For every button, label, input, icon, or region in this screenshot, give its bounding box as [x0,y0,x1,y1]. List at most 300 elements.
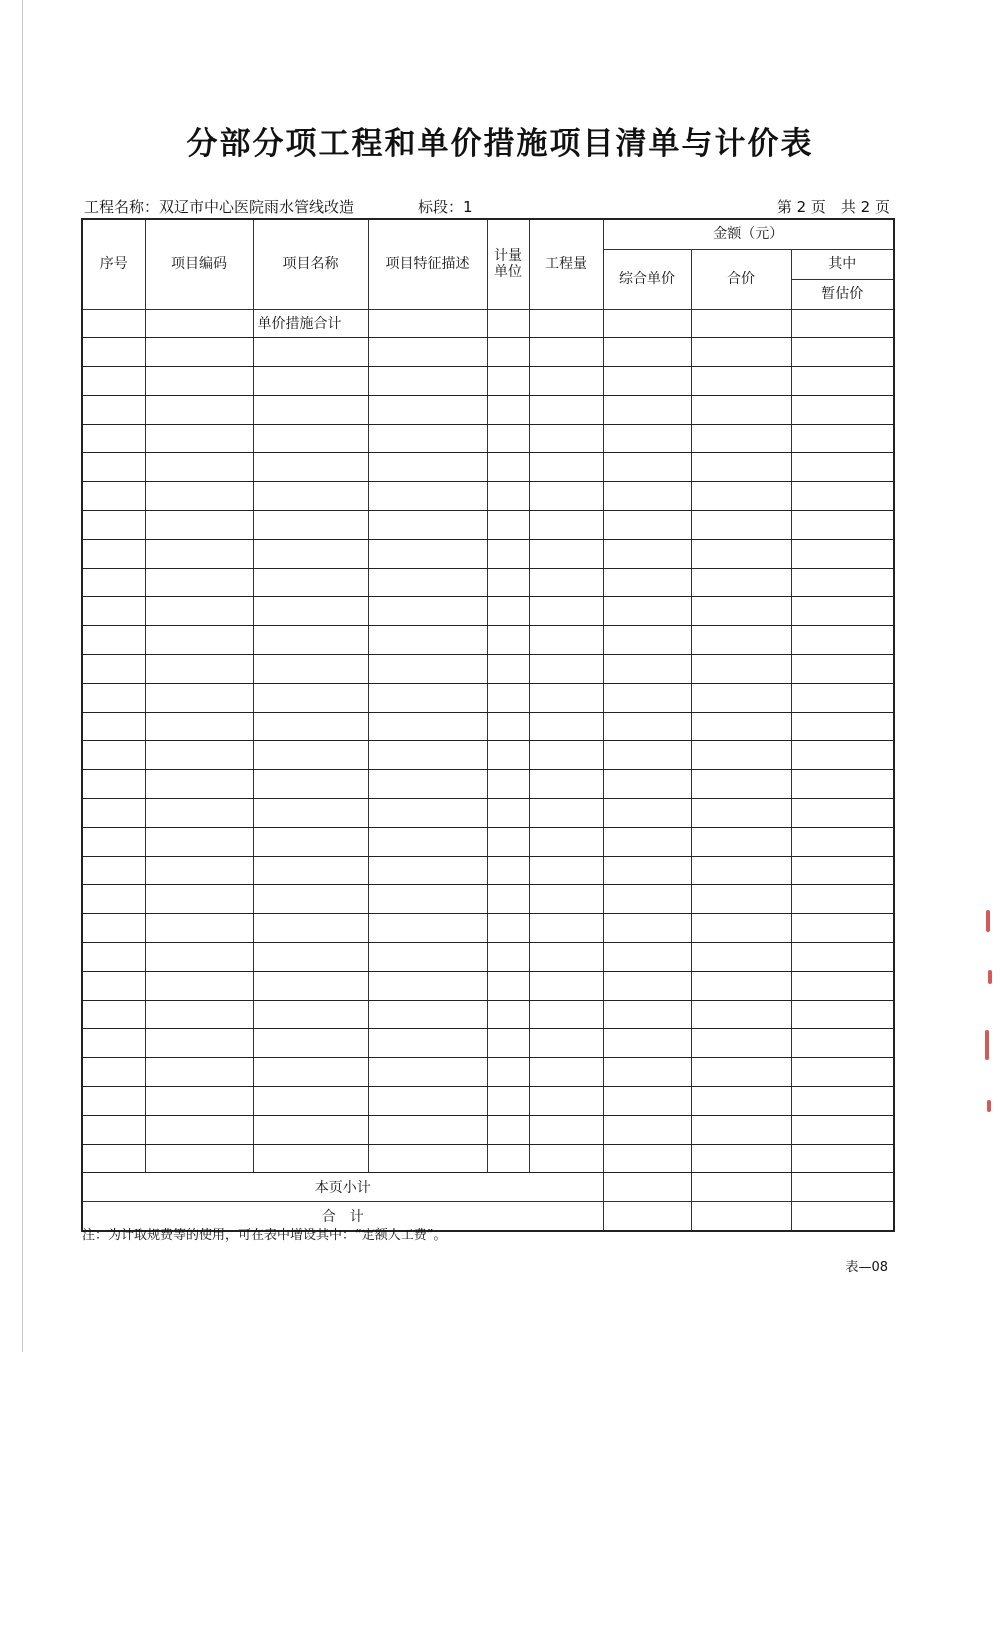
cell-unit [487,597,529,626]
cell-name [253,770,368,799]
cell-unit-price [603,338,691,367]
cell-qty [529,655,603,684]
cell-provisional [791,971,894,1000]
header-unit-price: 综合单价 [603,249,691,309]
cell-desc [368,799,487,828]
cell-code [145,683,253,712]
table-row [82,482,894,511]
cell-unit [487,741,529,770]
page-number: 第 2 页 共 2 页 [776,198,890,216]
total-label: 合 计 [82,1202,603,1231]
cell-code [145,1115,253,1144]
cell-desc [368,539,487,568]
table-row [82,799,894,828]
cell-name [253,712,368,741]
cell-qty [529,597,603,626]
cell-unit [487,482,529,511]
cell-seq [82,683,145,712]
cell-total [691,943,791,972]
cell-code [145,943,253,972]
cell-qty [529,1058,603,1087]
cell-unit-price [603,1115,691,1144]
cell-seq [82,799,145,828]
cell-total [691,1058,791,1087]
cell-code [145,1029,253,1058]
cell-total [691,338,791,367]
cell-total [691,511,791,540]
cell-provisional [791,914,894,943]
table-row [82,1029,894,1058]
table-row [82,1115,894,1144]
total-provisional [791,1202,894,1231]
cell-name [253,1000,368,1029]
cell-code [145,1144,253,1173]
cell-seq [82,626,145,655]
cell-desc [368,1000,487,1029]
header-provisional: 暂估价 [791,279,894,309]
cell-seq [82,741,145,770]
cell-qty [529,1087,603,1116]
cell-unit [487,914,529,943]
cell-name [253,1087,368,1116]
cell-name [253,482,368,511]
cell-provisional [791,309,894,338]
cell-seq [82,943,145,972]
cell-unit-price [603,482,691,511]
header-desc: 项目特征描述 [368,219,487,309]
table-row [82,885,894,914]
cell-unit [487,655,529,684]
cell-seq [82,655,145,684]
table-row [82,856,894,885]
cell-desc [368,943,487,972]
cell-total [691,568,791,597]
cell-seq [82,827,145,856]
cell-desc [368,511,487,540]
cell-name [253,655,368,684]
cell-qty [529,1144,603,1173]
cell-qty [529,971,603,1000]
cell-desc [368,338,487,367]
cell-desc [368,367,487,396]
cell-unit [487,799,529,828]
cell-unit [487,367,529,396]
cell-seq [82,1115,145,1144]
cell-qty [529,827,603,856]
cell-total [691,770,791,799]
cell-desc [368,395,487,424]
cell-code [145,338,253,367]
cell-provisional [791,511,894,540]
cell-seq [82,971,145,1000]
cell-unit-price [603,1029,691,1058]
cell-desc [368,971,487,1000]
cell-seq [82,1029,145,1058]
cell-unit [487,971,529,1000]
cell-provisional [791,827,894,856]
cell-name [253,1058,368,1087]
cell-desc [368,482,487,511]
cell-name [253,424,368,453]
cell-unit [487,395,529,424]
cell-qty [529,424,603,453]
cell-qty [529,453,603,482]
cell-unit-price [603,683,691,712]
cell-unit [487,309,529,338]
cell-desc [368,914,487,943]
table-row [82,568,894,597]
cell-name [253,885,368,914]
table-row [82,338,894,367]
cell-name [253,597,368,626]
subtotal-total [691,1173,791,1202]
cell-unit-price [603,712,691,741]
cell-provisional [791,943,894,972]
cell-unit-price [603,539,691,568]
cell-code [145,626,253,655]
cell-seq [82,1144,145,1173]
cell-name [253,799,368,828]
table-row [82,1087,894,1116]
cell-name: 单价措施合计 [253,309,368,338]
cell-qty [529,568,603,597]
cell-desc [368,1115,487,1144]
cell-seq [82,1000,145,1029]
table-row [82,309,894,338]
cell-qty [529,1029,603,1058]
cell-desc [368,309,487,338]
table-row [82,453,894,482]
cell-unit [487,827,529,856]
cell-unit [487,338,529,367]
project-name: 工程名称：双辽市中心医院雨水管线改造 [84,198,355,216]
table-row [82,1144,894,1173]
total-total [691,1202,791,1231]
cell-total [691,1029,791,1058]
cell-unit-price [603,568,691,597]
cell-desc [368,885,487,914]
cell-unit-price [603,626,691,655]
cell-name [253,914,368,943]
table-row [82,770,894,799]
subtotal-label: 本页小计 [82,1173,603,1202]
cell-code [145,655,253,684]
cell-total [691,741,791,770]
cell-seq [82,482,145,511]
cell-name [253,395,368,424]
table-row [82,424,894,453]
cell-provisional [791,482,894,511]
cell-provisional [791,856,894,885]
cell-qty [529,770,603,799]
cell-qty [529,395,603,424]
cell-total [691,712,791,741]
cell-unit-price [603,395,691,424]
cell-desc [368,856,487,885]
cell-unit [487,1029,529,1058]
cell-unit [487,626,529,655]
cell-unit-price [603,655,691,684]
header-amount: 金额（元） [603,219,894,249]
cell-unit [487,885,529,914]
cell-seq [82,338,145,367]
cell-total [691,856,791,885]
cell-qty [529,626,603,655]
cell-unit-price [603,943,691,972]
cell-provisional [791,1087,894,1116]
cell-name [253,683,368,712]
cell-total [691,626,791,655]
subtotal-provisional [791,1173,894,1202]
header-seq: 序号 [82,219,145,309]
cell-unit [487,1058,529,1087]
cell-seq [82,539,145,568]
cell-code [145,482,253,511]
cell-seq [82,309,145,338]
cell-provisional [791,1029,894,1058]
cell-desc [368,1029,487,1058]
cell-name [253,971,368,1000]
header-name: 项目名称 [253,219,368,309]
cell-total [691,424,791,453]
cell-name [253,511,368,540]
cell-code [145,741,253,770]
cell-qty [529,799,603,828]
cell-name [253,943,368,972]
cell-unit-price [603,367,691,396]
cell-total [691,597,791,626]
cell-code [145,309,253,338]
cell-provisional [791,1000,894,1029]
subtotal-row [82,1173,894,1202]
cell-provisional [791,683,894,712]
cell-desc [368,453,487,482]
cell-unit-price [603,1000,691,1029]
cell-qty [529,511,603,540]
cell-unit [487,770,529,799]
cell-unit-price [603,597,691,626]
cell-unit [487,856,529,885]
cell-seq [82,914,145,943]
cell-unit-price [603,827,691,856]
cell-qty [529,482,603,511]
cell-qty [529,741,603,770]
cell-unit [487,712,529,741]
table-row [82,741,894,770]
scan-edge-line [22,0,23,1352]
cell-total [691,482,791,511]
cell-desc [368,597,487,626]
cell-qty [529,309,603,338]
cell-total [691,683,791,712]
cell-qty [529,1115,603,1144]
cell-provisional [791,338,894,367]
table-row [82,597,894,626]
table-row [82,655,894,684]
header-qty: 工程量 [529,219,603,309]
cell-name [253,1115,368,1144]
cell-code [145,511,253,540]
table-row [82,943,894,972]
cell-code [145,1087,253,1116]
cell-name [253,626,368,655]
cell-unit [487,453,529,482]
footnote: 注：为计取规费等的使用，可在表中增设其中：“定额人工费”。 [82,1228,447,1243]
cell-name [253,741,368,770]
cell-unit [487,683,529,712]
cell-name [253,453,368,482]
pricing-table [81,218,895,1232]
cell-seq [82,1087,145,1116]
table-row [82,367,894,396]
cell-desc [368,683,487,712]
cell-provisional [791,741,894,770]
header-of-which: 其中 [791,249,894,279]
cell-unit [487,1000,529,1029]
cell-unit [487,1087,529,1116]
cell-desc [368,1087,487,1116]
cell-unit-price [603,799,691,828]
cell-unit-price [603,453,691,482]
cell-unit-price [603,1058,691,1087]
cell-name [253,856,368,885]
cell-qty [529,1000,603,1029]
cell-provisional [791,1144,894,1173]
cell-desc [368,741,487,770]
subtotal-unit-price [603,1173,691,1202]
cell-name [253,338,368,367]
cell-total [691,395,791,424]
cell-desc [368,770,487,799]
table-row [82,539,894,568]
cell-provisional [791,885,894,914]
cell-seq [82,1058,145,1087]
cell-unit [487,511,529,540]
cell-unit [487,424,529,453]
cell-desc [368,827,487,856]
table-row [82,511,894,540]
cell-code [145,856,253,885]
header-unit: 计量单位 [487,219,529,309]
cell-total [691,914,791,943]
cell-code [145,568,253,597]
cell-name [253,367,368,396]
cell-unit-price [603,424,691,453]
cell-total [691,539,791,568]
cell-provisional [791,597,894,626]
cell-provisional [791,424,894,453]
cell-unit-price [603,971,691,1000]
cell-qty [529,885,603,914]
cell-seq [82,568,145,597]
cell-seq [82,885,145,914]
table-row [82,914,894,943]
cell-total [691,885,791,914]
cell-seq [82,453,145,482]
cell-provisional [791,1115,894,1144]
cell-code [145,453,253,482]
cell-provisional [791,655,894,684]
table-row [82,1000,894,1029]
cell-code [145,539,253,568]
cell-desc [368,626,487,655]
cell-seq [82,597,145,626]
cell-total [691,1115,791,1144]
cell-code [145,770,253,799]
cell-seq [82,511,145,540]
table-row [82,1058,894,1087]
cell-provisional [791,395,894,424]
cell-qty [529,914,603,943]
red-stamp-edge [982,910,996,1130]
cell-qty [529,712,603,741]
cell-qty [529,683,603,712]
cell-provisional [791,712,894,741]
table-row [82,971,894,1000]
cell-seq [82,395,145,424]
cell-code [145,799,253,828]
cell-seq [82,856,145,885]
cell-qty [529,539,603,568]
cell-provisional [791,367,894,396]
cell-provisional [791,539,894,568]
cell-unit [487,943,529,972]
cell-seq [82,424,145,453]
cell-unit [487,539,529,568]
cell-code [145,424,253,453]
cell-total [691,453,791,482]
cell-provisional [791,770,894,799]
cell-desc [368,1144,487,1173]
cell-desc [368,1058,487,1087]
cell-total [691,309,791,338]
cell-name [253,1029,368,1058]
cell-desc [368,568,487,597]
cell-name [253,1144,368,1173]
cell-unit-price [603,770,691,799]
cell-unit-price [603,1144,691,1173]
cell-qty [529,856,603,885]
cell-desc [368,424,487,453]
cell-unit-price [603,309,691,338]
cell-code [145,712,253,741]
cell-desc [368,655,487,684]
cell-name [253,568,368,597]
section-label: 标段：1 [418,198,473,216]
cell-code [145,914,253,943]
form-code: 表—08 [845,1260,888,1275]
cell-provisional [791,453,894,482]
cell-code [145,1058,253,1087]
total-unit-price [603,1202,691,1231]
header-total: 合价 [691,249,791,309]
cell-total [691,799,791,828]
cell-seq [82,367,145,396]
cell-code [145,597,253,626]
cell-unit-price [603,856,691,885]
cell-unit [487,1144,529,1173]
page-title: 分部分项工程和单价措施项目清单与计价表 [186,126,814,162]
table-row [82,683,894,712]
cell-unit [487,568,529,597]
cell-provisional [791,626,894,655]
cell-qty [529,943,603,972]
cell-unit-price [603,741,691,770]
cell-code [145,367,253,396]
cell-provisional [791,1058,894,1087]
table-row [82,827,894,856]
cell-desc [368,712,487,741]
